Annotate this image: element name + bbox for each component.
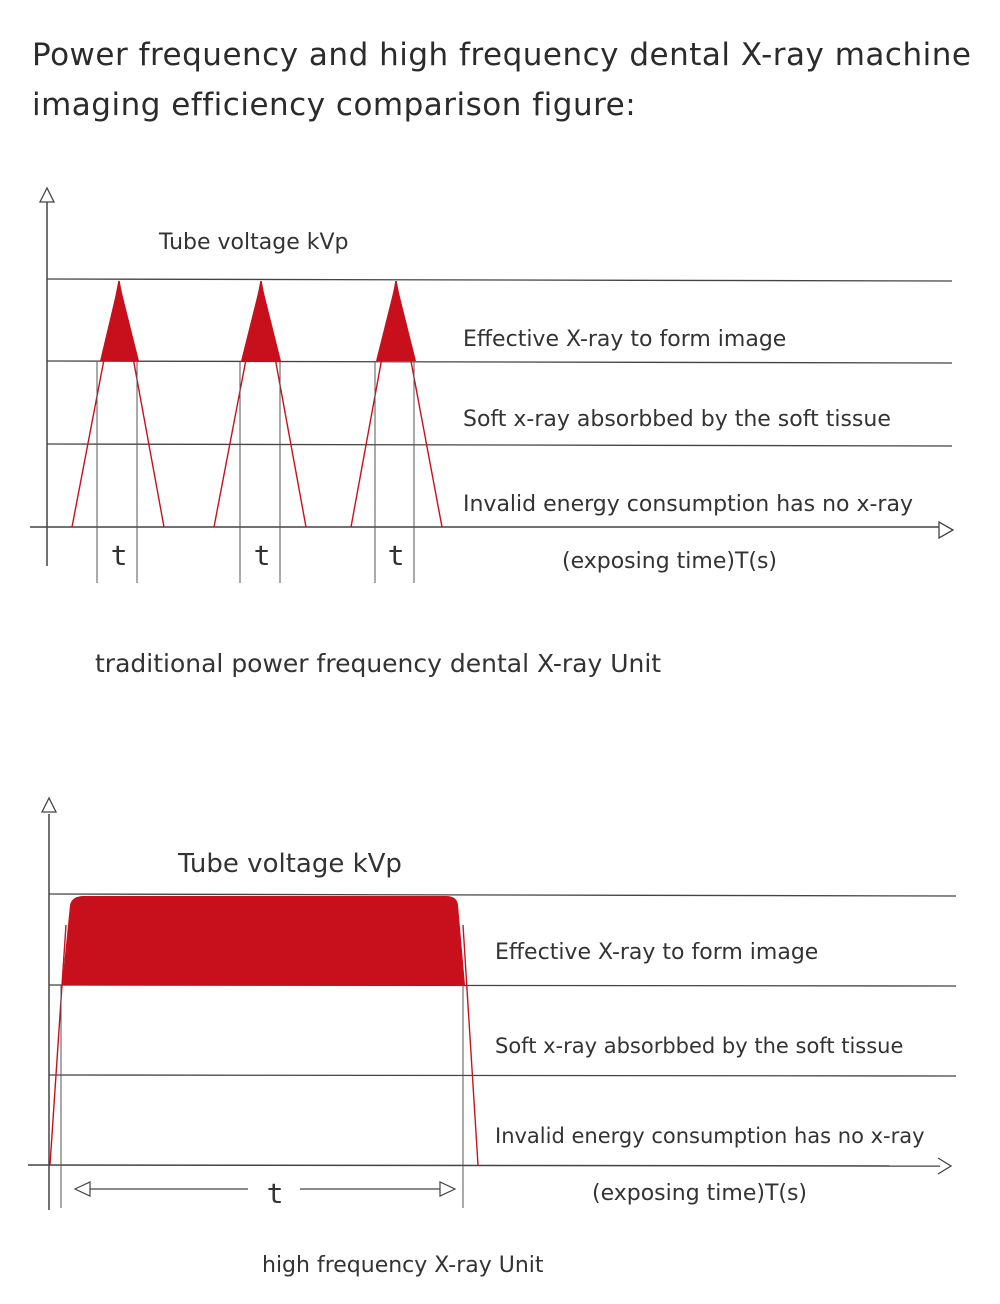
band-line-soft [47,444,952,446]
pulse-falling-edge [261,281,306,527]
pulse-falling-edge [396,281,442,527]
t-label: t [253,539,271,572]
right-arrow-icon [440,1182,455,1196]
x-axis [28,1165,940,1166]
t-label: t [387,539,405,572]
page-title: Power frequency and high frequency dental X-ray machine imaging efficiency comparison figure: [32,37,972,123]
y-axis-arrow-icon [40,188,54,202]
band-line-soft [49,1075,956,1076]
pulse-rising-edge [214,281,261,527]
y-axis-label: Tube voltage kVp [159,230,349,255]
traditional-diagram [30,188,953,678]
band-label-invalid: Invalid energy consumption has no x-ray [495,1124,925,1148]
high-frequency-diagram [28,798,956,1278]
band-label-effective: Effective X-ray to form image [463,327,787,352]
band-label-soft: Soft x-ray absorbbed by the soft tissue [463,407,891,432]
left-arrow-icon [75,1182,90,1196]
band-label-invalid: Invalid energy consumption has no x-ray [463,492,913,517]
y-axis-label: Tube voltage kVp [178,849,402,879]
band-label-soft: Soft x-ray absorbbed by the soft tissue [495,1034,904,1058]
diagram-caption: high frequency X-ray Unit [262,1253,544,1278]
band-label-effective: Effective X-ray to form image [495,940,819,965]
traditional-pulses [72,281,442,527]
pulse-falling-edge [119,281,164,527]
pulse-rising-edge [72,281,119,527]
x-axis-label: (exposing time)T(s) [562,549,778,574]
high-frequency-pulse-area [62,896,465,985]
t-label: t [266,1177,284,1210]
x-axis-arrow-icon [939,522,953,538]
y-axis-arrow-icon [42,798,56,812]
pulse-effective-area [241,281,281,361]
pulse-falling-edge [463,925,478,1165]
x-axis-label: (exposing time)T(s) [592,1181,808,1206]
band-line-top [47,279,952,281]
diagram-caption: traditional power frequency dental X-ray Unit [95,649,662,678]
band-line-top [49,894,956,896]
band-line-effective [47,361,952,363]
pulse-rising-edge [351,281,396,527]
band-line-effective [49,985,956,986]
pulse-effective-area [376,281,416,361]
t-label: t [110,539,128,572]
pulse-rising-edge [50,925,66,1165]
